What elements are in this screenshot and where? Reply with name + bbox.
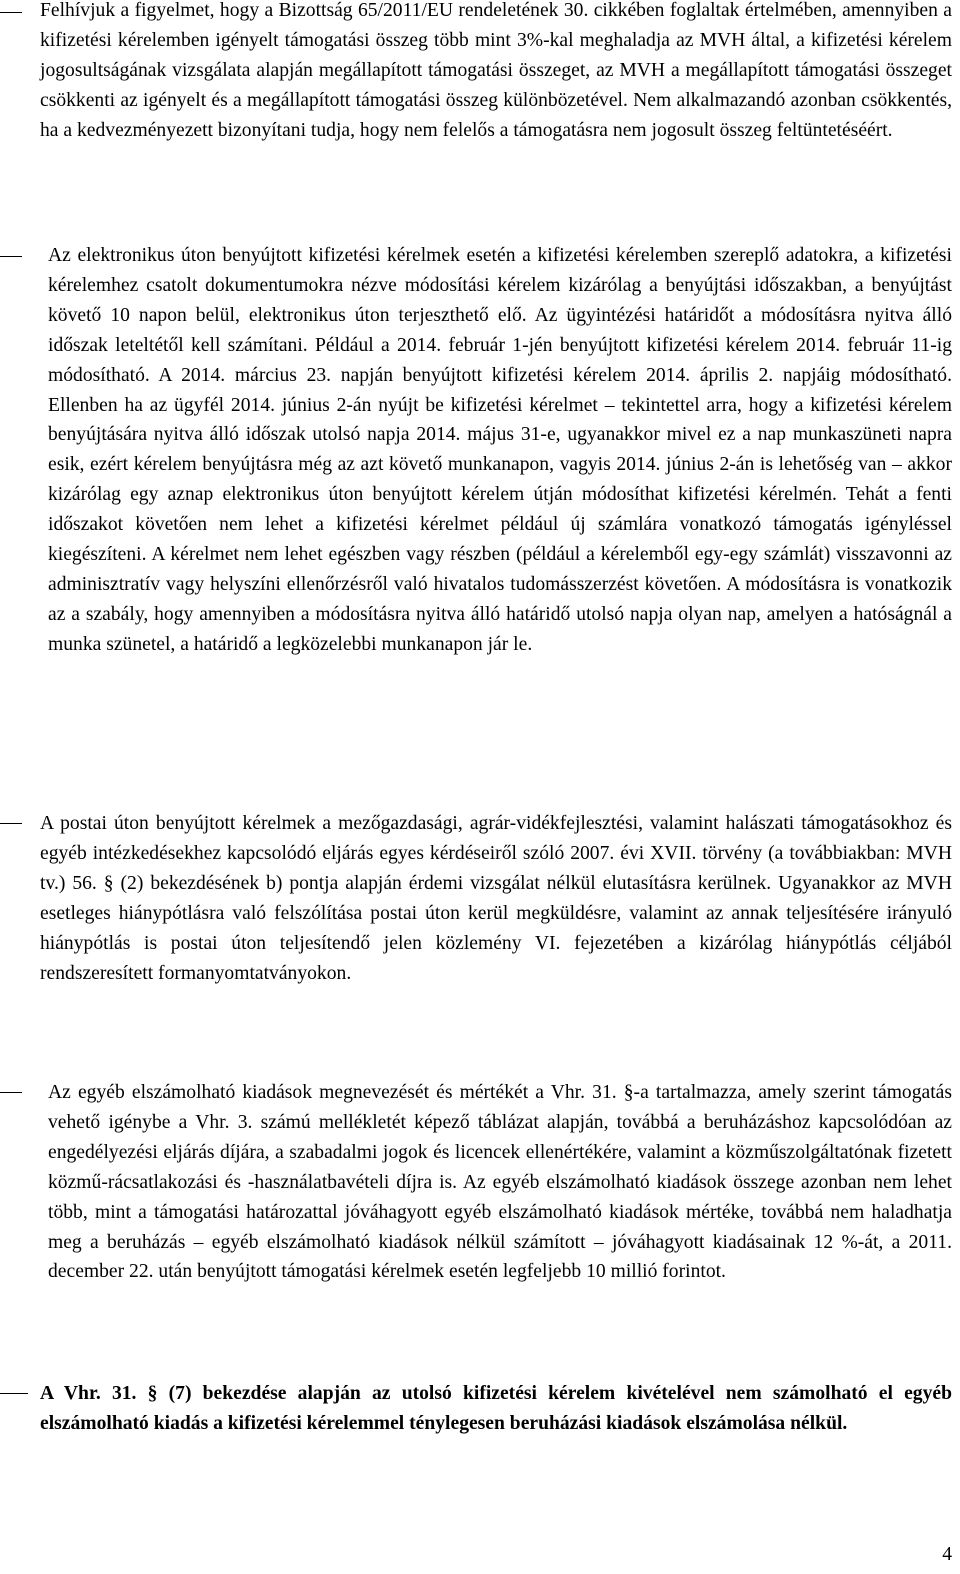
dash-bullet [0, 12, 22, 13]
dash-bullet [0, 823, 22, 824]
paragraph-text-bold: A Vhr. 31. § (7) bekezdése alapján az utolsó kifizetési kérelem kivételével nem számolható el egyéb elszámolható kiadás a kifizetési kérelemmel ténylegesen beruházási kiadások elszámolása nélkül. [40, 1383, 952, 1434]
dash-bullet [0, 1393, 28, 1394]
paragraph-text: Az elektronikus úton benyújtott kifizetési kérelmek esetén a kifizetési kérelemben szereplő adatokra, a kifizetési kérelemhez csatolt dokumentumokra nézve módosítási kérelem kizárólag a benyújtási időszakban, a benyújtást követő 10 napon belül, elektronikus úton terjeszthető elő. Az ügyintézési határidőt a módosításra nyitva álló időszak leteltétől kell számítani. Például a 2014. február 1-jén benyújtott kifizetési kérelem 2014. február 11-ig módosítható. A 2014. március 23. napján benyújtott kifizetési kérelem 2014. április 2. napjáig módosítható. Ellenben ha az ügyfél 2014. június 2-án nyújt be kifizetési kérelmet – tekintettel arra, hogy a kifizetési kérelem benyújtására nyitva álló időszak utolsó napja 2014. május 31-e, ugyanakkor mivel ez a nap munkaszüneti napra esik, ezért kérelem benyújtásra még az azt követő munkanapon, vagyis 2014. június 2-án is lehetőség van – akkor kizárólag egy aznap elektronikus úton benyújtott kérelem útján módosíthat kifizetési kérelmén. Tehát a fenti időszakot követően nem lehet a kifizetési kérelmet például új számlára vonatkozó támogatás igényléssel kiegészíteni. A kérelmet nem lehet egészben vagy részben (például a kérelemből egy-egy számlát) visszavonni az adminisztratív vagy helyszíni ellenőrzésről való hivatalos tudomásszerzést követően. A módosításra is vonatkozik az a szabály, hogy amennyiben a módosításra nyitva álló határidő utolsó napja olyan nap, amelyen a hatóságnál a munka szünetel, a határidő a legközelebbi munkanapon jár le. [48, 245, 952, 655]
paragraph-text: Felhívjuk a figyelmet, hogy a Bizottság 65/2011/EU rendeletének 30. cikkében foglaltak értelmében, amennyiben a kifizetési kérelemben igényelt támogatási összeg több mint 3%-kal meghaladja az MVH által, a kifizetési kérelem jogosultságának vizsgálata alapján megállapított támogatási összeget, az MVH a megállapított támogatási összeget csökkenti az igényelt és a megállapított támogatási összeg különbözetével. Nem alkalmazandó azonban csökkentés, ha a kedvezményezett bizonyítani tudja, hogy nem felelős a támogatásra nem jogosult összeg feltüntetéséért. [40, 0, 952, 141]
paragraph-text: Az egyéb elszámolható kiadások megnevezését és mértékét a Vhr. 31. §-a tartalmazza, amely szerint támogatás vehető igénybe a Vhr. 3. számú mellékletét képező táblázat alapján, továbbá a beruházáshoz kapcsolódóan az engedélyezési eljárás díjára, a szabadalmi jogok és licencek ellenértékére, valamint a közműszolgáltatónak fizetett közmű-rácsatlakozási és -használatbavételi díjra is. Az egyéb elszámolható kiadások összege azonban nem lehet több, mint a támogatási határozattal jóváhagyott egyéb elszámolható kiadások mértéke, továbbá nem haladhatja meg a beruházás – egyéb elszámolható kiadások nélkül számított – jóváhagyott kiadásainak 12 %-át, a 2011. december 22. után benyújtott támogatási kérelmek esetén legfeljebb 10 millió forintot. [48, 1082, 952, 1283]
dash-bullet [0, 256, 22, 257]
paragraph-text: A postai úton benyújtott kérelmek a mezőgazdasági, agrár-vidékfejlesztési, valamint halászati támogatásokhoz és egyéb intézkedésekhez kapcsolódó eljárás egyes kérdéseiről szóló 2007. évi XVII. törvény (a továbbiakban: MVH tv.) 56. § (2) bekezdésének b) pontja alapján érdemi vizsgálat nélkül elutasításra kerülnek. Ugyanakkor az MVH esetleges hiánypótlásra való felszólítása postai úton kerül megküldésre, valamint az annak teljesítésére irányuló hiánypótlás is postai úton teljesítendő jelen közlemény VI. fejezetében a kizárólag hiánypótlás céljából rendszeresített formanyomtatványokon. [40, 813, 952, 984]
dash-bullet [0, 1092, 22, 1093]
page-number: 4 [942, 1544, 952, 1565]
